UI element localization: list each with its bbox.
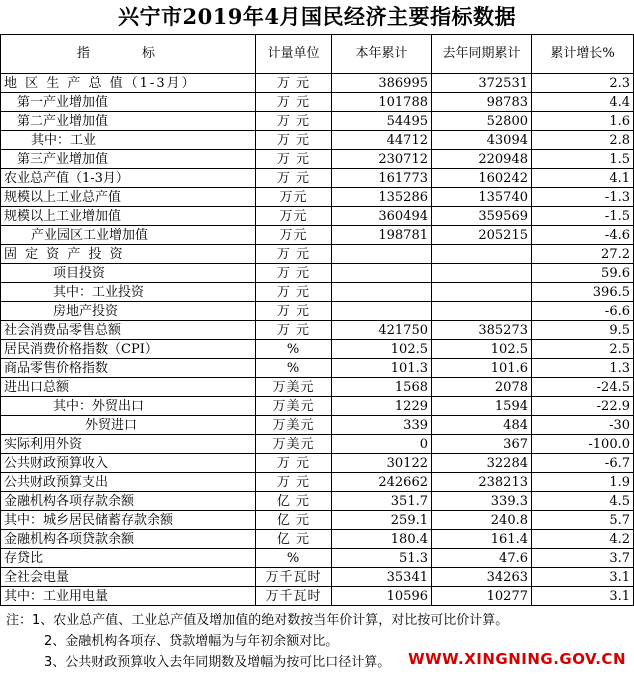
row-current-value [332, 283, 432, 302]
row-previous-value [432, 264, 532, 283]
table-row [1, 169, 634, 188]
row-indicator-name: 全社会电量 [1, 568, 256, 587]
row-growth-value: -1.5 [532, 207, 634, 226]
row-indicator-name: 进出口总额 [1, 378, 256, 397]
table-row [1, 397, 634, 416]
row-previous-value: 101.6 [432, 359, 532, 378]
row-indicator-name: 房地产投资 [1, 302, 256, 321]
row-previous-value: 161.4 [432, 530, 532, 549]
row-current-value [332, 264, 432, 283]
table-row [1, 416, 634, 435]
row-current-value: 51.3 [332, 549, 432, 568]
row-current-value [332, 245, 432, 264]
row-current-value: 101788 [332, 93, 432, 112]
row-growth-value: 3.7 [532, 549, 634, 568]
row-unit: 亿 元 [256, 530, 332, 549]
row-indicator-name: 存贷比 [1, 549, 256, 568]
header-growth: 累计增长% [532, 35, 634, 74]
row-indicator-name: 其中：外贸出口 [1, 397, 256, 416]
row-current-value: 198781 [332, 226, 432, 245]
row-unit: 万 元 [256, 302, 332, 321]
table-row [1, 530, 634, 549]
table-row [1, 511, 634, 530]
row-growth-value: -4.6 [532, 226, 634, 245]
row-current-value: 54495 [332, 112, 432, 131]
row-growth-value: -100.0 [532, 435, 634, 454]
header-current: 本年累计 [332, 35, 432, 74]
row-current-value: 10596 [332, 587, 432, 606]
row-current-value: 1229 [332, 397, 432, 416]
row-unit: 万 元 [256, 74, 332, 93]
row-indicator-name: 居民消费价格指数（CPI） [1, 340, 256, 359]
row-unit: 万美元 [256, 435, 332, 454]
row-current-value: 0 [332, 435, 432, 454]
row-previous-value: 367 [432, 435, 532, 454]
row-unit: 万 元 [256, 112, 332, 131]
row-indicator-name: 公共财政预算收入 [1, 454, 256, 473]
row-previous-value: 339.3 [432, 492, 532, 511]
row-current-value: 386995 [332, 74, 432, 93]
table-row [1, 587, 634, 606]
row-previous-value: 98783 [432, 93, 532, 112]
row-unit: 万 元 [256, 131, 332, 150]
row-indicator-name: 第二产业增加值 [1, 112, 256, 131]
header-previous: 去年同期累计 [432, 35, 532, 74]
row-current-value: 351.7 [332, 492, 432, 511]
row-growth-value: -30 [532, 416, 634, 435]
row-growth-value: 9.5 [532, 321, 634, 340]
row-unit: 亿 元 [256, 511, 332, 530]
row-current-value: 161773 [332, 169, 432, 188]
row-previous-value: 2078 [432, 378, 532, 397]
row-indicator-name: 公共财政预算支出 [1, 473, 256, 492]
table-row [1, 245, 634, 264]
row-previous-value: 135740 [432, 188, 532, 207]
row-growth-value: 2.5 [532, 340, 634, 359]
table-row [1, 264, 634, 283]
row-unit: 万 元 [256, 473, 332, 492]
row-unit: 万 元 [256, 264, 332, 283]
table-row [1, 549, 634, 568]
row-current-value: 102.5 [332, 340, 432, 359]
row-unit: % [256, 549, 332, 568]
row-unit: 万千瓦时 [256, 568, 332, 587]
row-previous-value: 240.8 [432, 511, 532, 530]
row-previous-value: 372531 [432, 74, 532, 93]
row-current-value: 35341 [332, 568, 432, 587]
row-unit: 万 元 [256, 169, 332, 188]
row-indicator-name: 金融机构各项存款余额 [1, 492, 256, 511]
row-current-value: 242662 [332, 473, 432, 492]
row-previous-value: 47.6 [432, 549, 532, 568]
row-indicator-name: 项目投资 [1, 264, 256, 283]
row-unit: 万 元 [256, 321, 332, 340]
row-growth-value: 1.3 [532, 359, 634, 378]
row-indicator-name: 其中：城乡居民储蓄存款余额 [1, 511, 256, 530]
row-current-value: 180.4 [332, 530, 432, 549]
row-growth-value: 1.5 [532, 150, 634, 169]
row-unit: 万元 [256, 207, 332, 226]
row-unit: 万千瓦时 [256, 587, 332, 606]
site-watermark: WWW.XINGNING.GOV.CN [408, 650, 626, 668]
row-growth-value: 1.9 [532, 473, 634, 492]
row-unit: 亿 元 [256, 492, 332, 511]
table-body [1, 74, 634, 606]
row-previous-value [432, 283, 532, 302]
row-indicator-name: 规模以上工业总产值 [1, 188, 256, 207]
row-indicator-name: 地 区 生 产 总 值（1-3月） [1, 74, 256, 93]
row-indicator-name: 实际利用外资 [1, 435, 256, 454]
page-title: 兴宁市2019年4月国民经济主要指标数据 [117, 4, 517, 29]
header-unit: 计量单位 [256, 35, 332, 74]
row-unit: 万元 [256, 226, 332, 245]
row-growth-value: 4.4 [532, 93, 634, 112]
row-indicator-name: 规模以上工业增加值 [1, 207, 256, 226]
row-indicator-name: 第三产业增加值 [1, 150, 256, 169]
row-unit: % [256, 359, 332, 378]
row-current-value: 44712 [332, 131, 432, 150]
row-current-value: 135286 [332, 188, 432, 207]
row-growth-value: -22.9 [532, 397, 634, 416]
row-unit: 万 元 [256, 150, 332, 169]
row-current-value: 259.1 [332, 511, 432, 530]
row-unit: % [256, 340, 332, 359]
row-unit: 万美元 [256, 397, 332, 416]
row-growth-value: -6.6 [532, 302, 634, 321]
row-indicator-name: 社会消费品零售总额 [1, 321, 256, 340]
row-indicator-name: 其中：工业投资 [1, 283, 256, 302]
row-previous-value: 385273 [432, 321, 532, 340]
row-growth-value: 4.5 [532, 492, 634, 511]
row-growth-value: -6.7 [532, 454, 634, 473]
row-growth-value: 4.2 [532, 530, 634, 549]
row-previous-value: 34263 [432, 568, 532, 587]
row-growth-value: 2.8 [532, 131, 634, 150]
row-growth-value: -24.5 [532, 378, 634, 397]
indicator-table [0, 34, 634, 606]
table-row [1, 150, 634, 169]
row-current-value: 230712 [332, 150, 432, 169]
row-growth-value: 2.3 [532, 74, 634, 93]
table-row [1, 435, 634, 454]
row-indicator-name: 第一产业增加值 [1, 93, 256, 112]
row-current-value: 1568 [332, 378, 432, 397]
row-previous-value: 359569 [432, 207, 532, 226]
row-growth-value: -1.3 [532, 188, 634, 207]
table-row [1, 321, 634, 340]
table-row [1, 207, 634, 226]
row-previous-value: 1594 [432, 397, 532, 416]
table-row [1, 454, 634, 473]
row-growth-value: 1.6 [532, 112, 634, 131]
table-row [1, 568, 634, 587]
row-previous-value: 484 [432, 416, 532, 435]
table-row [1, 188, 634, 207]
row-growth-value: 5.7 [532, 511, 634, 530]
row-unit: 万 元 [256, 245, 332, 264]
row-indicator-name: 其中：工业 [1, 131, 256, 150]
row-indicator-name: 其中：工业用电量 [1, 587, 256, 606]
row-current-value: 101.3 [332, 359, 432, 378]
row-indicator-name: 固 定 资 产 投 资 [1, 245, 256, 264]
row-previous-value: 238213 [432, 473, 532, 492]
row-previous-value [432, 245, 532, 264]
row-indicator-name: 外贸进口 [1, 416, 256, 435]
row-growth-value: 27.2 [532, 245, 634, 264]
table-row [1, 112, 634, 131]
table-row [1, 283, 634, 302]
row-growth-value: 4.1 [532, 169, 634, 188]
footnote-1: 注：1、农业总产值、工业总产值及增加值的绝对数按当年价计算，对比按可比价计算。 [6, 613, 509, 628]
row-indicator-name: 商品零售价格指数 [1, 359, 256, 378]
row-previous-value: 43094 [432, 131, 532, 150]
row-previous-value: 160242 [432, 169, 532, 188]
row-previous-value: 52800 [432, 112, 532, 131]
table-row [1, 340, 634, 359]
row-indicator-name: 金融机构各项贷款余额 [1, 530, 256, 549]
table-row [1, 74, 634, 93]
row-current-value [332, 302, 432, 321]
footnote-2: 2、金融机构各项存、贷款增幅为与年初余额对比。 [44, 634, 339, 649]
row-unit: 万美元 [256, 416, 332, 435]
row-previous-value: 10277 [432, 587, 532, 606]
row-unit: 万 元 [256, 93, 332, 112]
table-row [1, 226, 634, 245]
row-previous-value: 220948 [432, 150, 532, 169]
row-previous-value: 205215 [432, 226, 532, 245]
row-current-value: 360494 [332, 207, 432, 226]
row-unit: 万 元 [256, 454, 332, 473]
row-previous-value: 32284 [432, 454, 532, 473]
row-previous-value [432, 302, 532, 321]
table-header-row [1, 35, 634, 74]
row-growth-value: 3.1 [532, 587, 634, 606]
row-unit: 万元 [256, 188, 332, 207]
table-row [1, 359, 634, 378]
table-row [1, 492, 634, 511]
row-unit: 万 元 [256, 283, 332, 302]
header-indicator: 指 标 [1, 35, 256, 74]
row-current-value: 421750 [332, 321, 432, 340]
row-growth-value: 59.6 [532, 264, 634, 283]
row-current-value: 339 [332, 416, 432, 435]
table-row [1, 473, 634, 492]
row-previous-value: 102.5 [432, 340, 532, 359]
table-row [1, 302, 634, 321]
table-row [1, 131, 634, 150]
table-row [1, 378, 634, 397]
table-row [1, 93, 634, 112]
footnote-3: 3、公共财政预算收入去年同期数及增幅为按可比口径计算。 [44, 655, 391, 670]
row-unit: 万美元 [256, 378, 332, 397]
row-current-value: 30122 [332, 454, 432, 473]
row-indicator-name: 农业总产值（1-3月） [1, 169, 256, 188]
row-growth-value: 396.5 [532, 283, 634, 302]
row-growth-value: 3.1 [532, 568, 634, 587]
row-indicator-name: 产业园区工业增加值 [1, 226, 256, 245]
